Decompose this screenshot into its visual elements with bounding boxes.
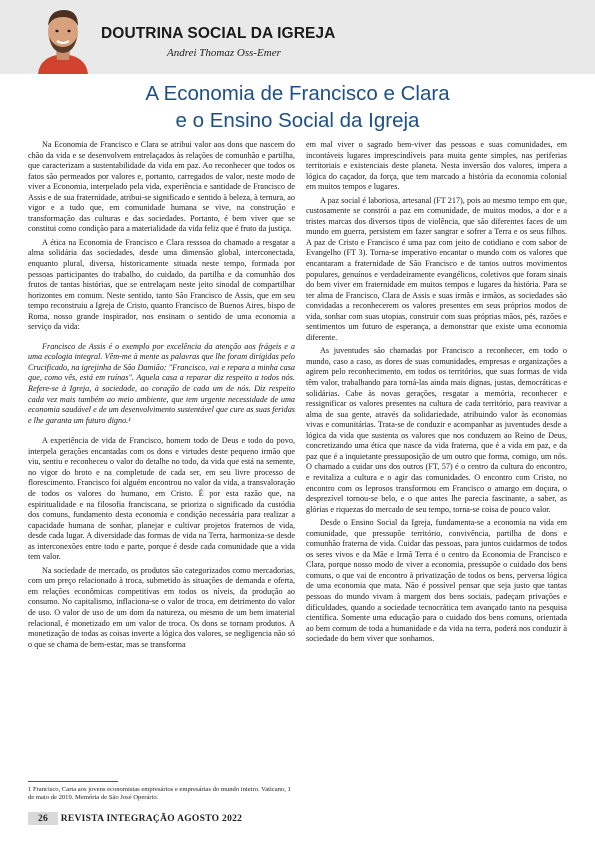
- article-title-line-2: e o Ensino Social da Igreja: [175, 109, 420, 132]
- page-number: 26: [37, 814, 49, 824]
- page-footer: [28, 814, 242, 824]
- article-title-line-1: A Economia de Francisco e Clara: [145, 82, 450, 105]
- paragraph: Desde o Ensino Social da Igreja, fundamenta-se a economia na vida em comunidade, que pressupõe território, convivência, partilha de dons e comunhão fraterna de vida. Cuidar das pessoas, para juntos cuidarmos de todos os seres vivos e da Mãe e Irmã Terra é o centro da Economia de Francisco e Clara, porque nosso modo de viver a economia, pressupõe o cuidado dos bens comuns, o que vai de encontro à privatização de todos os bens, perversa lógica de uma economia que mata. Não é possível pensar que seja justo que tantas pessoas do mundo vivam à margem dos bens sociais, padeçam privações e dificuldades, quando a sociedade tecnocrática tem avançado tanto na pesquisa científica. Somente uma educação para o cuidado dos bens comuns, orientada ao bem comum de toda a humanidade e da vida na terra, poderá nos conduzir à sociedade do bem viver que sonhamos.: [306, 518, 567, 644]
- block-quote: Francisco de Assis é o exemplo por excelência da atenção aos frágeis e a uma ecologia integral. Vêm-me à mente as palavras que lhe foram dirigidas pelo Crucificado, na igrejinha de São Damião: "Francisco, vai e repara a minha casa que, como vês, está em ruínas". Aquela casa a reparar diz respeito a todos nós. Refere-se à Igreja, à sociedade, ao coração de cada um de nós. Diz respeito cada vez mais também ao meio ambiente, que tem urgente necessidade de uma economia saudável e de um desenvolvimento sustentável que cure as suas feridas e lhe garanta um futuro digno.¹: [28, 341, 295, 425]
- column-header: [0, 0, 595, 74]
- paragraph: em mal viver o sagrado bem-viver das pessoas e suas comunidades, em incontáveis lugares imprescindíveis para muita gente simples, nas periferias territoriais e existenciais deste planeta. Nesta inversão dos valores, impera a lógica do caçador, da força, que tem marcado a história da economia colonial em muitos tempos e lugares.: [306, 140, 567, 192]
- paragraph: A ética na Economia de Francisco e Clara resssoa do chamado a resgatar a alma solidária das sociedades, desde uma dimensão global, interconectada, enquanto plural, diversa, historicamente situada neste tempo, formada por pessoas participantes do trabalho, do cuidado, da partilha e da comunhão dos frutos de tantas histórias, que se entrelaçam neste jeito sinodal de compartilhar horizontes em comum. Neste sentido, tanto São Francisco de Assis, que em seu tempo reconstruiu a Igreja de Cristo, quanto Francisco de Buenos Aires, bispo de Roma, nosso grande inspirador, nos ensinam o sentido de uma economia a serviço da vida:: [28, 237, 295, 332]
- right-column: [306, 140, 567, 648]
- column-title: DOUTRINA SOCIAL DA IGREJA: [101, 25, 336, 42]
- author-name: Andrei Thomaz Oss-Emer: [167, 47, 281, 59]
- footnote-divider: [28, 781, 118, 782]
- article-title: [0, 80, 595, 134]
- paragraph: As juventudes são chamadas por Francisco a reconhecer, em todo o mundo, caso a caso, as dores de suas comunidades, empresas e organizações a agirem pelo reconhecimento, em todos os territórios, que suas formas de vida têm valor, trabalhando para torná-las ainda mais dignas, justas, democráticas e solidárias. Cabe às novas gerações, resgatar a memória, reconhecer e ressignificar os valores presentes na cultura de cada território, para reavivar a alma de sua gente, através da solidariedade, atribuindo valor às economias vivas e comunitárias. Trata-se de conduzir e acompanhar as juventudes desde a lógica da vida que sustenta os valores que nos conduzem ao Reino de Deus, concretizando uma ética que nasce da vida fraterna, que é a vida em paz, e da paz que é a inquietante pressuposição de um outro que forma, comigo, um nós. O chamado a cuidar uns dos outros (FT, 57) é o centro da cultura do encontro, e revitaliza a cultura e o agir das comunidades. O encontro com Cristo, no encontro com os leprosos transformou em Francisco o amargo em doçura, o desprezível tornou-se belo, e o que antes lhe parecia fascinante, a saber, as glórias e riquezas do mercado de seu tempo, torna-se coisa de pouco valor.: [306, 346, 567, 514]
- author-portrait-icon: [34, 4, 92, 74]
- paragraph: Na sociedade de mercado, os produtos são categorizados como mercadorias, com um preço relacionado à troca, submetido às situações de demanda e oferta, em relações econômicas competitivas em todos os níveis, da produção ao consumo. No capitalismo, inflaciona-se o valor de troca, em detrimento do valor de uso. O valor de uso de um dom da natureza, ou mesmo de um bem imaterial relacional, é monetizado em um valor de troca. Os dons se tornam produtos. A monetização de todas as coisas inverte a lógica dos valores, se negligencia não só o que se chama de bem-estar, mas se transforma: [28, 565, 295, 649]
- left-column: [28, 140, 295, 653]
- footnote: 1 Francisco, Carta aos jovens economistas empresários e empresárias do mundo inteiro. Vaticano, 1 de maio de 2019. Memória de São José Operário.: [28, 786, 291, 802]
- publication-name: REVISTA INTEGRAÇÃO AGOSTO 2022: [60, 814, 243, 824]
- paragraph: Na Economia de Francisco e Clara se atribui valor aos dons que nascem do chão da vida e se desenvolvem entrelaçados às relações de comunhão e partilha, que caracterizam a sustentabilidade da vida em paz. Ao reconhecer que todos os fatos são permeados por valores e, portanto, carregados de valor, neste modo de viver a Economia, interpelado pela vida, experiência e santidade de Francisco de Assis e de sua fraternidade, atribui-se significado e sentido à beleza, à ternura, ao vigor e a tudo que, em comunidade humana se vive, na construção e transformação das culturas e das sociedades. Portanto, é bem viver que se constitui como condição para a materialidade da vida feliz que é fruto da justiça.: [28, 140, 295, 234]
- paragraph: A experiência de vida de Francisco, homem todo de Deus e todo do povo, interpela gerações encantadas com os dons e virtudes deste pequeno irmão que viu, sentiu e reconheceu o valor do detalhe no todo, da vida que está na semente, no vigor do broto e na completude de cada ser, em seu livre processo de florescimento. Francisco foi alguém encontrou no valor da vida, a transvaloração de todos os valores do humano, em Cristo. É por esta razão que, na espiritualidade e na filosofia franciscana, se prioriza o significado da custódia dos comuns, fundamento desta economia e condição necessária para realizar a capacidade humana de sonhar, planejar e cultivar projetos fraternos de vida, desde cada lugar. A diversidade das formas de vida na Terra, harmoniza-se desde as interconexões entre todo e parte, porque é desde cada comunidade que a vida tem valor.: [28, 436, 295, 562]
- paragraph: A paz social é laboriosa, artesanal (FT 217), pois ao mesmo tempo em que, custosamente se constrói a paz em comunidade, de muitos modos, a dor e a tristes marcas dos diversos tipos de violência, que são diferentes faces de um mundo em guerra, persistem em fazer sangrar e sofrer a Terra e os seus filhos. A paz de Cristo e Francisco é uma paz com jeito de cotidiano e com sabor de Evangelho (FT 3). Torna-se imperativo encantar o mundo com os valores que encantaram a fraternidade de São Francisco e de tantos outros movimentos populares, genuínos e verdadeiramente evangélicos, coletivos que foram sinais do bem viver em fraternidade em muitos tempos e lugares da história. Para se ter alma de Francisco, Clara de Assis e suas irmãs e irmãos, as sociedades são convidadas a reconhecerem os valores presentes em seus próprios modos de vida, sonhar com suas utopias, construir com suas próprias mãos, pés, razões e sentimentos um futuro de esperança, a demonstrar que existe uma economia diferente.: [306, 195, 567, 342]
- author-avatar: [34, 4, 92, 74]
